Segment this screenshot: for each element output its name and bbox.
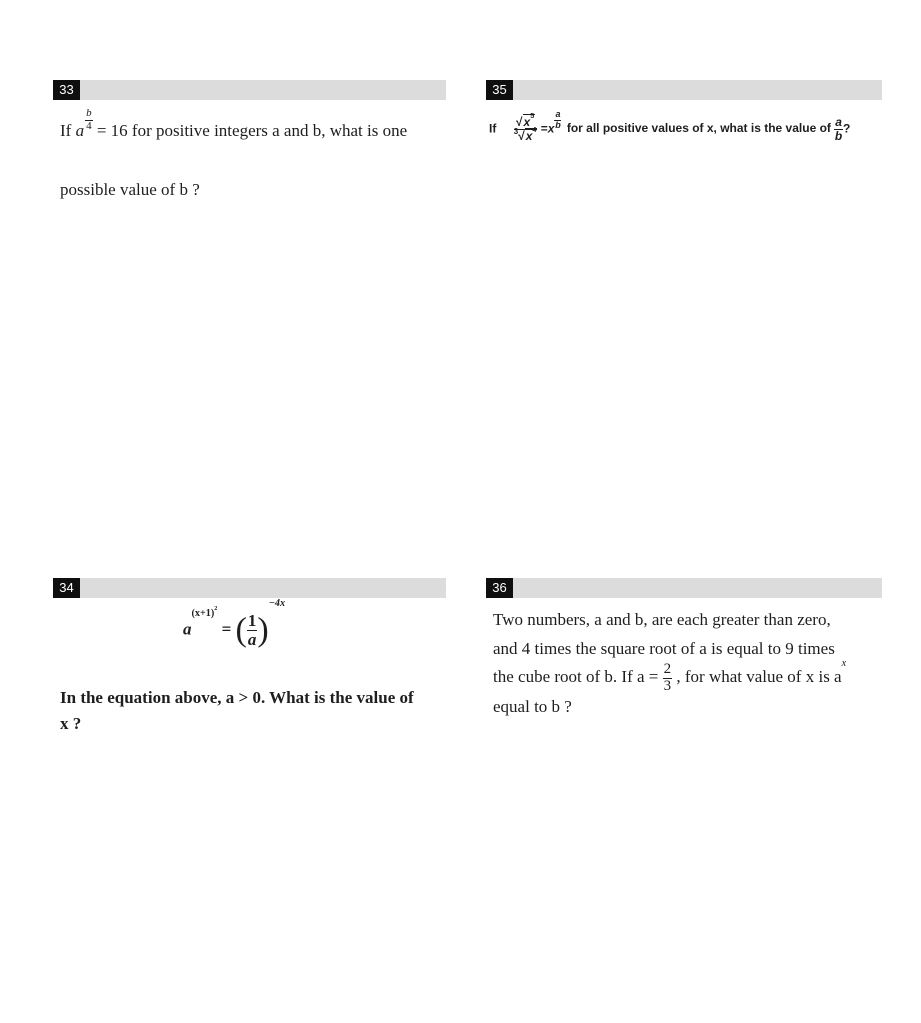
q33-line1 — [60, 107, 408, 144]
q36-line3: the cube root of b. If a = $\frac{2}{3}$ , for what value of x is $a^x$ — [493, 658, 847, 694]
q34-equation: $a^{(x+1)^2}$ = ( $\frac{1}{a}$ )$^{-4x}$ — [183, 598, 286, 649]
q35-number-badge: 35 — [486, 80, 513, 100]
q34-number-badge: 34 — [53, 578, 80, 598]
q33-prefix: If — [60, 120, 72, 140]
q33-number-badge: 33 — [53, 80, 80, 100]
q33-equation: a $\frac{b}{4}$ = 16 — [75, 107, 128, 140]
q34-line2: x ? — [60, 714, 82, 733]
q36-line1: Two numbers, a and b, are each greater than zero, — [493, 610, 831, 629]
q34-line1: In the equation above, a > 0. What is the value of — [60, 688, 414, 707]
q34-header-bar — [53, 578, 446, 598]
q36-header-bar — [486, 578, 882, 598]
q35-line: If $\frac{√x^5}{^3√x^4}$ =x $\frac{a}{b}$ for all positive values of x, what is the value of $\frac{a}{b}$ ? — [489, 109, 851, 143]
q33-text: for positive integers a and b, what is one — [131, 120, 408, 140]
q35-text: for all positive values of x, what is the value of — [566, 121, 831, 136]
q36-line2: and 4 times the square root of a is equal to 9 times — [493, 639, 835, 658]
q35-lhs-fraction: $\frac{√x^5}{^3√x^4}$ — [513, 111, 537, 143]
q33-header-bar — [53, 80, 446, 100]
q36-line4: equal to b ? — [493, 697, 572, 716]
q33-line2: possible value of b ? — [60, 180, 200, 199]
q35-header-bar — [486, 80, 882, 100]
q36-number-badge: 36 — [486, 578, 513, 598]
q35-target-fraction: $\frac{a}{b}$ — [834, 115, 843, 143]
